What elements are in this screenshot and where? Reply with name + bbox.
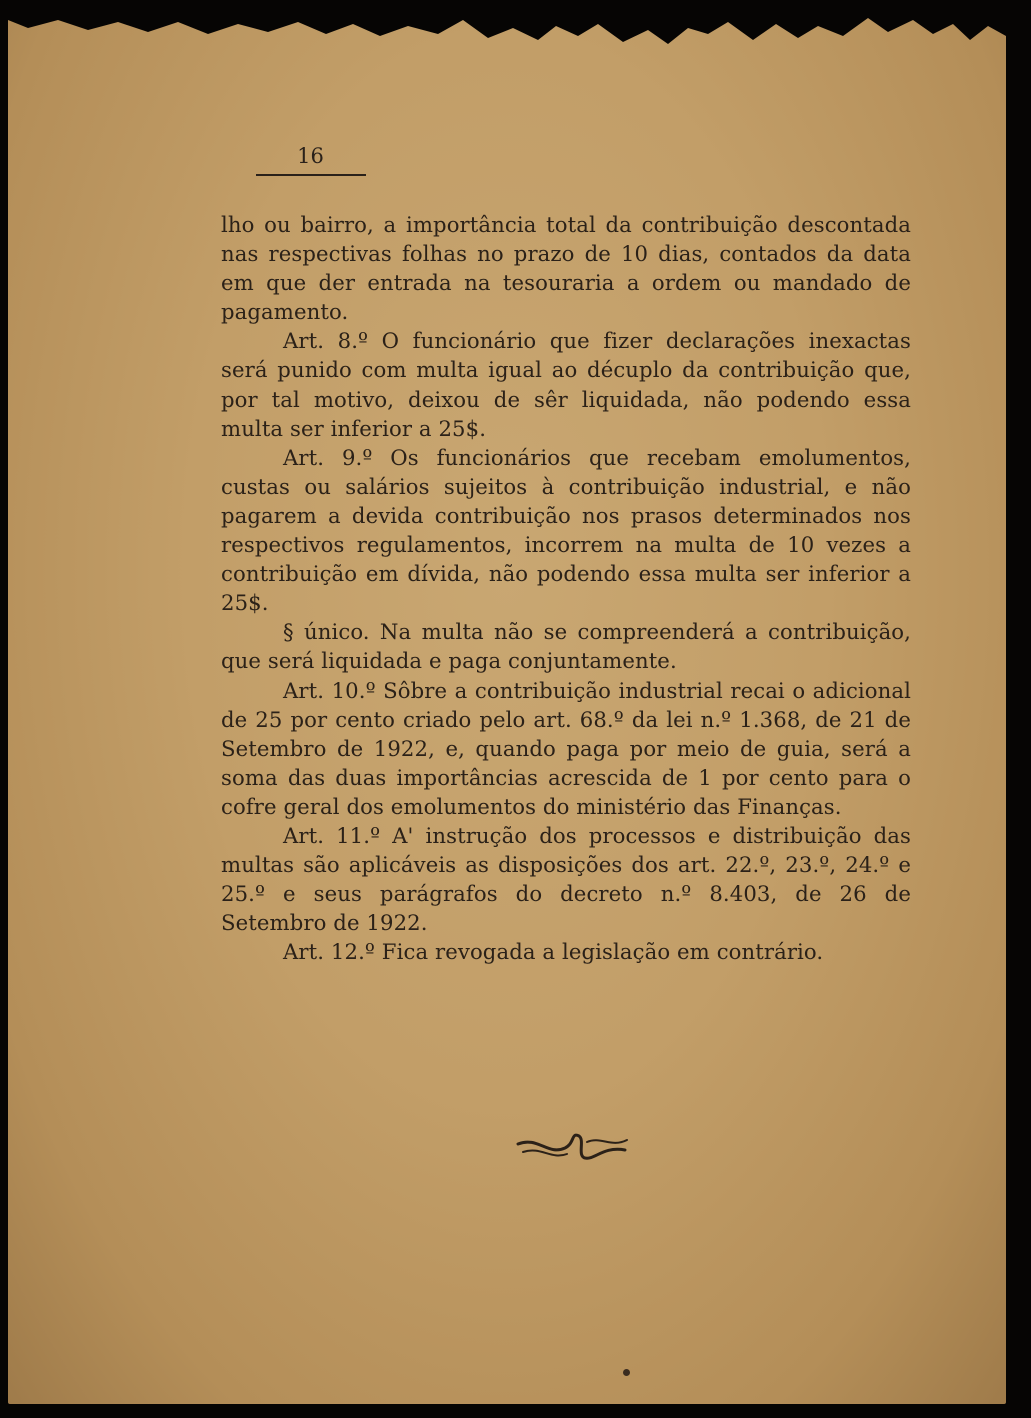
paragraph-art-12: Art. 12.º Fica revogada a legislação em contrário. [283,939,824,965]
torn-top-edge [8,14,1006,54]
paragraph-art-9: Art. 9.º Os funcionários que recebam emolumentos, custas ou salários sujeitos à contribuição industrial, e não pagarem a devida contribuição nos prasos determinados nos respectivos regulamentos, incorrem na multa de 10 vezes a contribuição em dívida, não podendo essa multa ser inferior a 25$. [221,444,911,616]
ornament-divider-icon [513,1126,633,1166]
document-page [8,14,1006,1404]
body-text [221,210,911,966]
paragraph-art-11: Art. 11.º A' instrução dos processos e distribuição das multas são aplicáveis as disposições dos art. 22.º, 23.º, 24.º e 25.º e seus parágrafos do decreto n.º 8.403, de 26 de Setembro de 1922. [221,822,911,936]
paragraph-art-10: Art. 10.º Sôbre a contribuição industrial recai o adicional de 25 por cento criado pelo art. 68.º da lei n.º 1.368, de 21 de Setembro de 1922, e, quando paga por meio de guia, será a soma das duas importâncias acrescida de 1 por cento para o cofre geral dos emolumentos do ministério das Finanças. [221,677,911,819]
paragraph-art-8: Art. 8.º O funcionário que fizer declarações inexactas será punido com multa igual ao décuplo da contribuição que, por tal motivo, deixou de sêr liquidada, não podendo essa multa ser inferior a 25$. [221,328,911,441]
page-number-rule [256,174,366,176]
ink-spot [623,1369,630,1376]
paragraph-unico: § único. Na multa não se compreenderá a contribuição, que será liquidada e paga conjuntamente. [221,619,911,674]
paragraph-continuation: lho ou bairro, a importância total da contribuição descontada nas respectivas folhas no prazo de 10 dias, contados da data em que der entrada na tesouraria a ordem ou mandado de pagamento. [221,212,911,325]
page-number: 16 [297,144,324,168]
